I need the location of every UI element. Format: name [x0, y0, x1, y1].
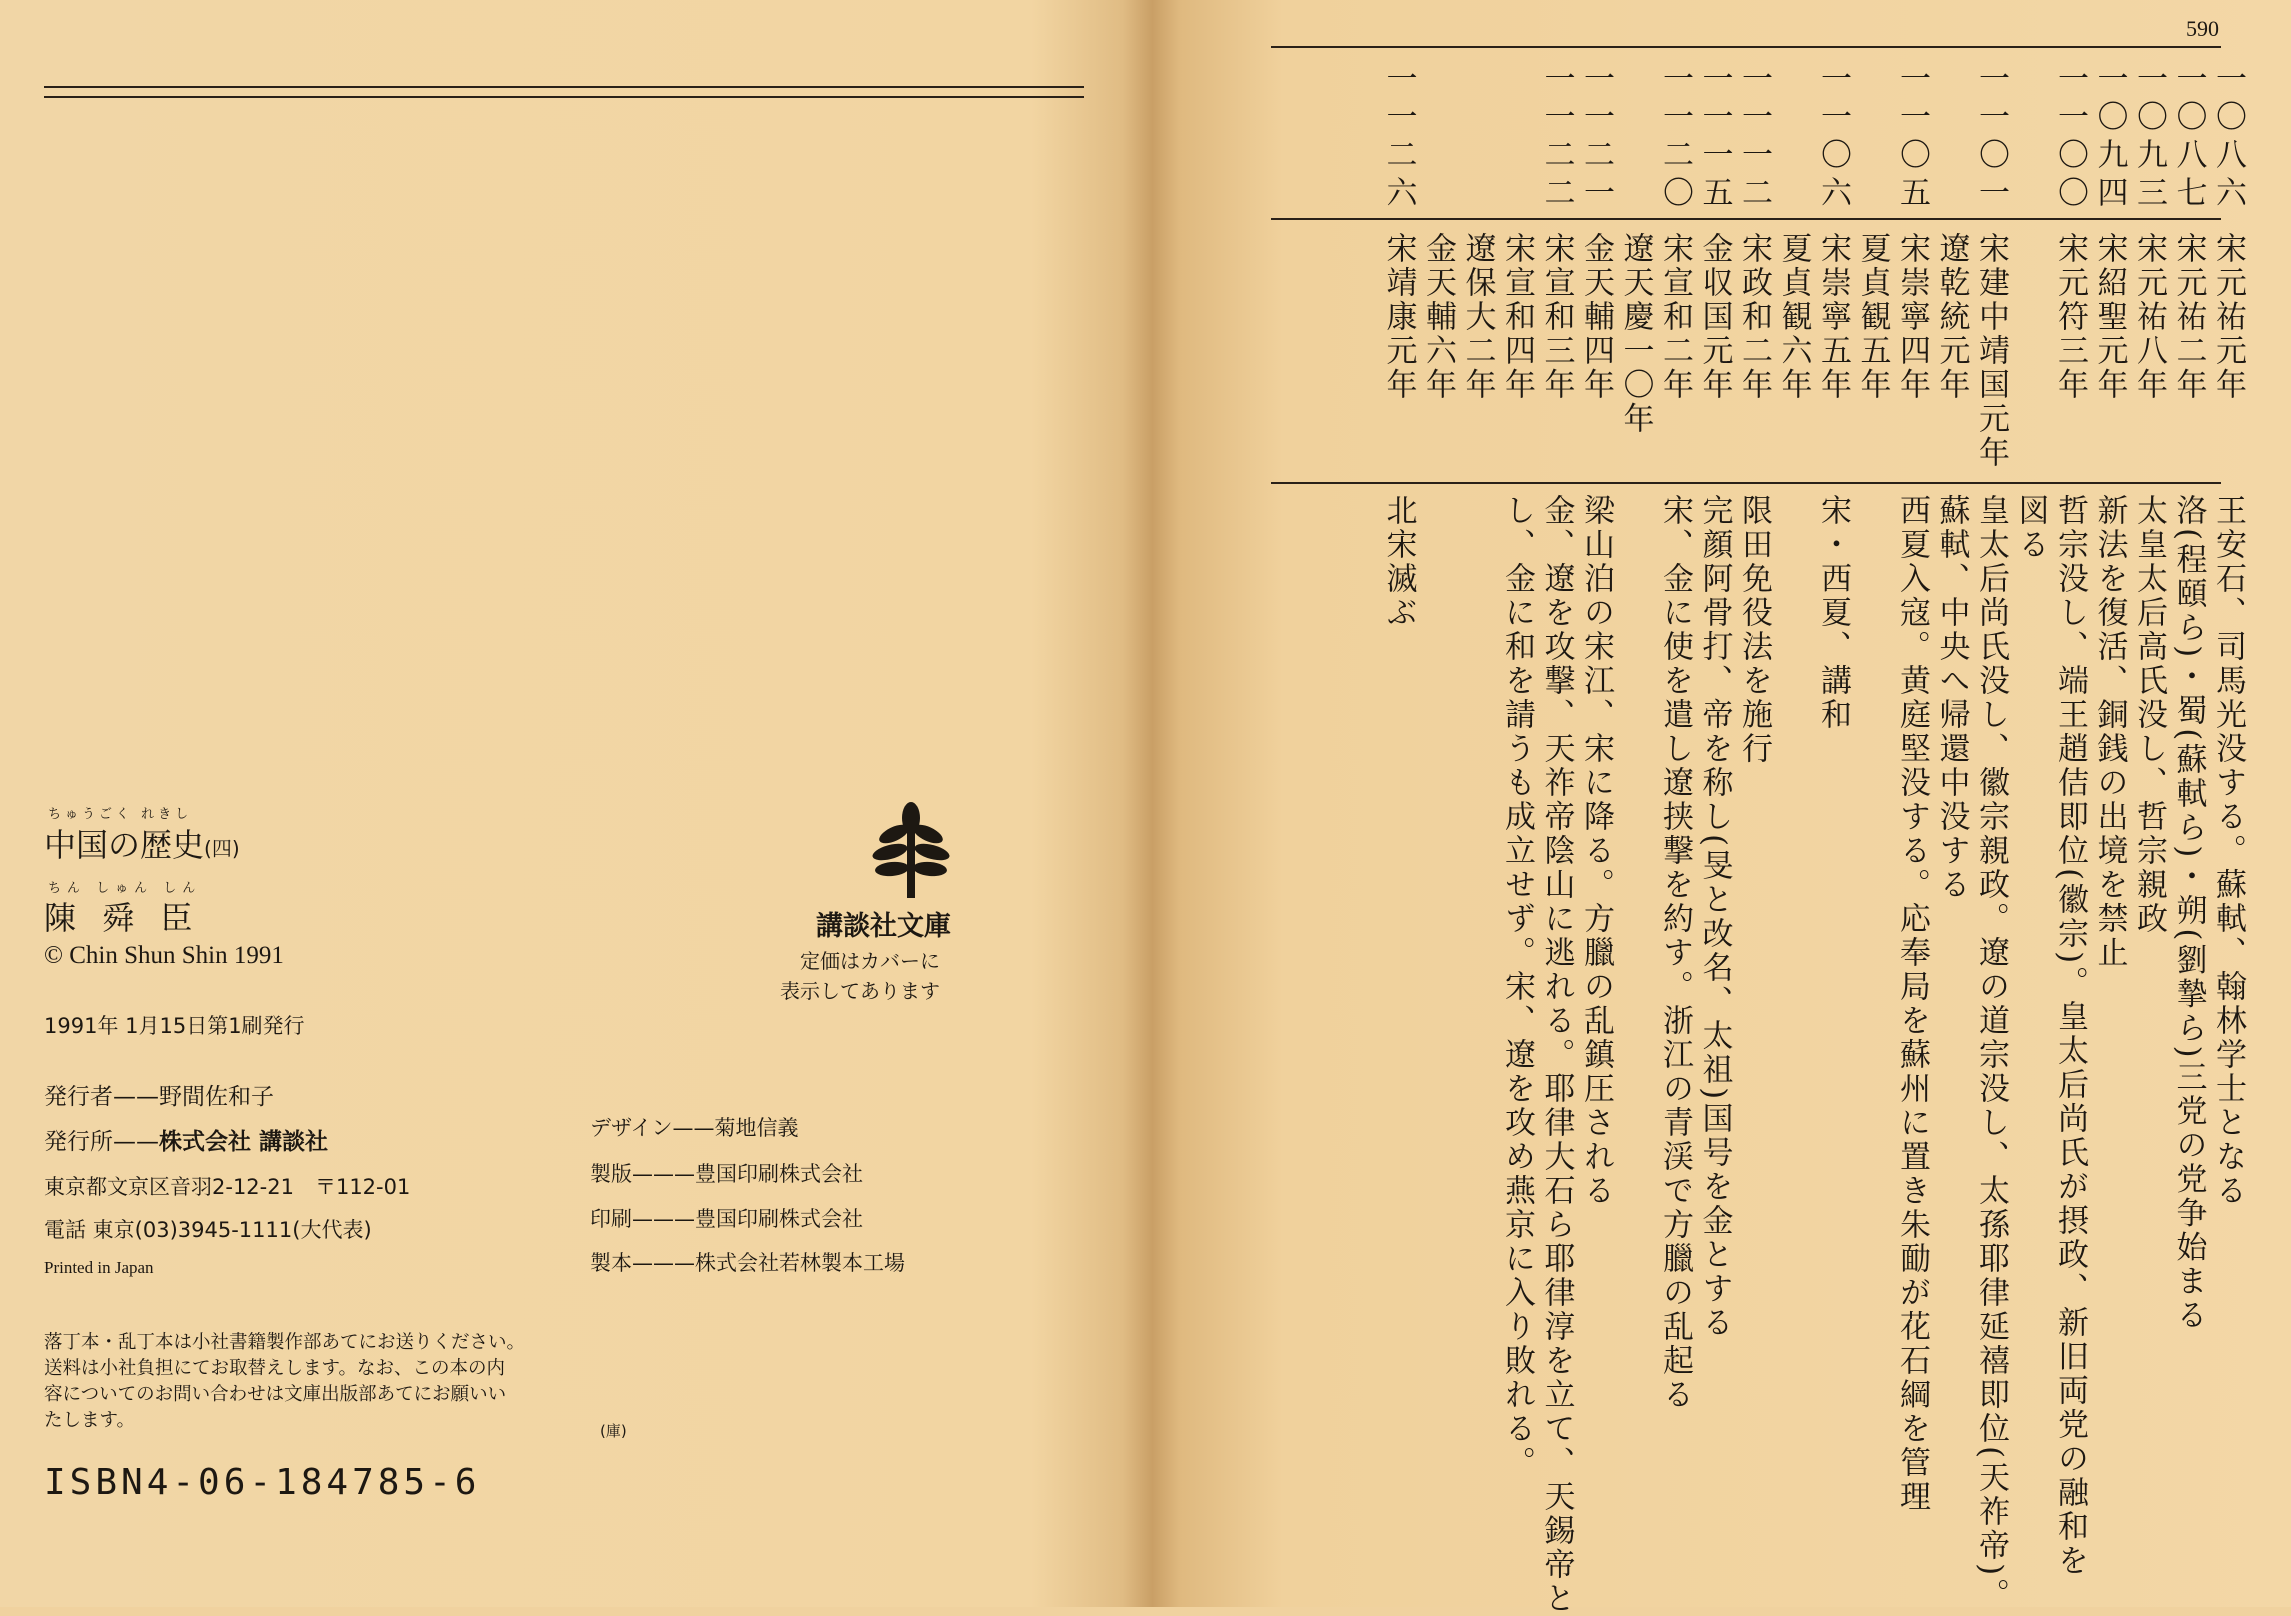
entry-year: 一一〇〇 [2052, 62, 2088, 210]
notice-line: 送料は小社負担にてお取替えします。なお、この本の内 [44, 1358, 506, 1379]
colophon-page [0, 0, 1135, 1607]
entry-event: 限田免役法を施行 [1736, 494, 1772, 766]
entry-event: 王安石、司馬光没する。蘇軾、翰林学士となる [2210, 494, 2246, 1208]
entry-era: 宋紹聖元年 [2091, 232, 2128, 402]
entry-year: 一〇八六 [2210, 62, 2246, 210]
credit-binding: 製本———株式会社若林製本工場 [590, 1251, 905, 1275]
entry-event: 蘇軾、中央へ帰還中没する [1933, 494, 1970, 902]
notice-mark: (庫) [600, 1422, 627, 1440]
entry-era: 宋建中靖国元年 [1973, 232, 2009, 470]
author-ruby: ちん しゅん しん [48, 881, 202, 896]
notice [44, 1330, 644, 1434]
header-rule [1271, 46, 2221, 48]
publisher: 発行者——野間佐和子 [44, 1084, 274, 1110]
entry-event: 梁山泊の宋江、宋に降る。方臘の乱鎮圧される [1578, 494, 1614, 1208]
entry-event: 哲宗没し、端王趙佶即位(徽宗)。皇太后尚氏が摂政、新旧両党の融和を [2052, 494, 2088, 1579]
phone: 電話 東京(03)3945-1111(大代表) [44, 1218, 372, 1242]
page-number: 590 [2186, 16, 2219, 41]
era-event-divider [1271, 482, 2221, 484]
entry-era: 遼乾統元年 [1933, 232, 1970, 402]
entry-era: 宋宣和四年 [1499, 232, 1535, 402]
publication-date: 1991年 1月15日第1刷発行 [44, 1014, 305, 1038]
entry-era: 金収国元年 [1696, 232, 1733, 402]
entry-event: 完顔阿骨打、帝を称し(旻と改名、太祖)国号を金とする [1696, 494, 1733, 1341]
entry-era: 宋元祐元年 [2210, 232, 2246, 402]
entry-era: 宋宣和二年 [1657, 232, 1693, 402]
credit-plate: 製版———豊国印刷株式会社 [590, 1162, 863, 1186]
notice-line: 落丁本・乱丁本は小社書籍製作部あてにお送りください。 [44, 1332, 526, 1353]
entry-era: 遼天慶一〇年 [1617, 232, 1654, 436]
entry-year: 一一〇一 [1973, 62, 2009, 210]
entry-year: 一一〇六 [1815, 62, 1851, 210]
entry-era: 宋政和二年 [1736, 232, 1772, 402]
entry-year: 一一二二 [1538, 62, 1575, 210]
entry-event: 太皇太后高氏没し、哲宗親政 [2131, 494, 2167, 936]
entry-era: 宋宣和三年 [1538, 232, 1575, 402]
book-title [44, 820, 240, 866]
entry-year: 一一二〇 [1657, 62, 1693, 210]
price-line: 定価はカバーに [800, 949, 940, 973]
entry-year: 一一二一 [1578, 62, 1614, 210]
top-rule-1 [44, 86, 1084, 88]
book-title-text: 中国の歴史 [44, 826, 205, 864]
publishing-house [44, 1123, 328, 1156]
entry-year: 一一一五 [1696, 62, 1733, 210]
entry-era: 金天輔六年 [1420, 232, 1456, 402]
author-name: 陳 舜 臣 [44, 899, 201, 937]
entry-era: 遼保大二年 [1459, 232, 1496, 402]
title-ruby: ちゅうごく れきし [48, 807, 193, 822]
brand-name: 講談社文庫 [816, 911, 951, 942]
copyright: © Chin Shun Shin 1991 [44, 942, 284, 969]
printed-in: Printed in Japan [44, 1258, 154, 1277]
entry-event: 金、遼を攻撃、天祚帝陰山に逃れる。耶律大石ら耶律淳を立て、天錫帝と [1538, 494, 1575, 1616]
entry-era: 金天輔四年 [1578, 232, 1614, 402]
entry-event: 宋、金に使を遣し遼挟撃を約す。浙江の青渓で方臘の乱起る [1657, 494, 1693, 1412]
entry-event: し、金に和を請うも成立せず。宋、遼を攻め燕京に入り敗れる。 [1499, 494, 1535, 1480]
entry-event: 洛(程頤ら)・蜀(蘇軾ら)・朔(劉摯ら)三党の党争始まる [2170, 494, 2207, 1333]
notice-line: たします。 [44, 1410, 136, 1431]
entry-event: 北宋滅ぶ [1380, 494, 1417, 630]
entry-event: 新法を復活、銅銭の出境を禁止 [2091, 494, 2128, 970]
publishing-house-label: 発行所—— [44, 1129, 159, 1155]
price-line: 表示してあります [780, 979, 940, 1003]
credit-printing: 印刷———豊国印刷株式会社 [590, 1207, 863, 1231]
entry-era: 宋元祐八年 [2131, 232, 2167, 402]
entry-year: 一一一二 [1736, 62, 1772, 210]
top-rule-2 [44, 96, 1084, 98]
entry-era: 宋崇寧四年 [1894, 232, 1930, 402]
isbn: ISBN4-06-184785-6 [44, 1462, 481, 1503]
entry-year: 一〇八七 [2170, 62, 2207, 210]
entry-era: 宋靖康元年 [1380, 232, 1417, 402]
volume-mark: (四) [204, 836, 240, 861]
year-era-divider [1271, 218, 2221, 220]
entry-event: 図る [2012, 494, 2049, 562]
entry-era: 宋崇寧五年 [1815, 232, 1851, 402]
address: 東京都文京区音羽2-12-21 〒112-01 [44, 1175, 411, 1199]
entry-era: 宋元符三年 [2052, 232, 2088, 402]
entry-era: 夏貞観六年 [1775, 232, 1812, 402]
entry-year: 一一〇五 [1894, 62, 1930, 210]
price-note [780, 946, 940, 1006]
entry-year: 一〇九四 [2091, 62, 2128, 210]
entry-year: 一一二六 [1380, 62, 1417, 210]
notice-line: 容についてのお問い合わせは文庫出版部あてにお願いい [44, 1384, 507, 1405]
entry-event: 宋・西夏、講和 [1815, 494, 1851, 732]
entry-year: 一〇九三 [2131, 62, 2167, 210]
credit-design: デザイン——菊地信義 [590, 1116, 799, 1140]
entry-event: 皇太后尚氏没し、徽宗親政。遼の道宗没し、太孫耶律延禧即位(天祚帝)。 [1973, 494, 2009, 1613]
chronology-page [1135, 0, 2291, 1616]
publisher-logo-icon [870, 800, 952, 900]
entry-era: 夏貞観五年 [1854, 232, 1891, 402]
publishing-house-name: 株式会社 講談社 [159, 1129, 329, 1155]
entry-era: 宋元祐二年 [2170, 232, 2207, 402]
entry-event: 西夏入寇。黄庭堅没する。応奉局を蘇州に置き朱勔が花石綱を管理 [1894, 494, 1930, 1514]
